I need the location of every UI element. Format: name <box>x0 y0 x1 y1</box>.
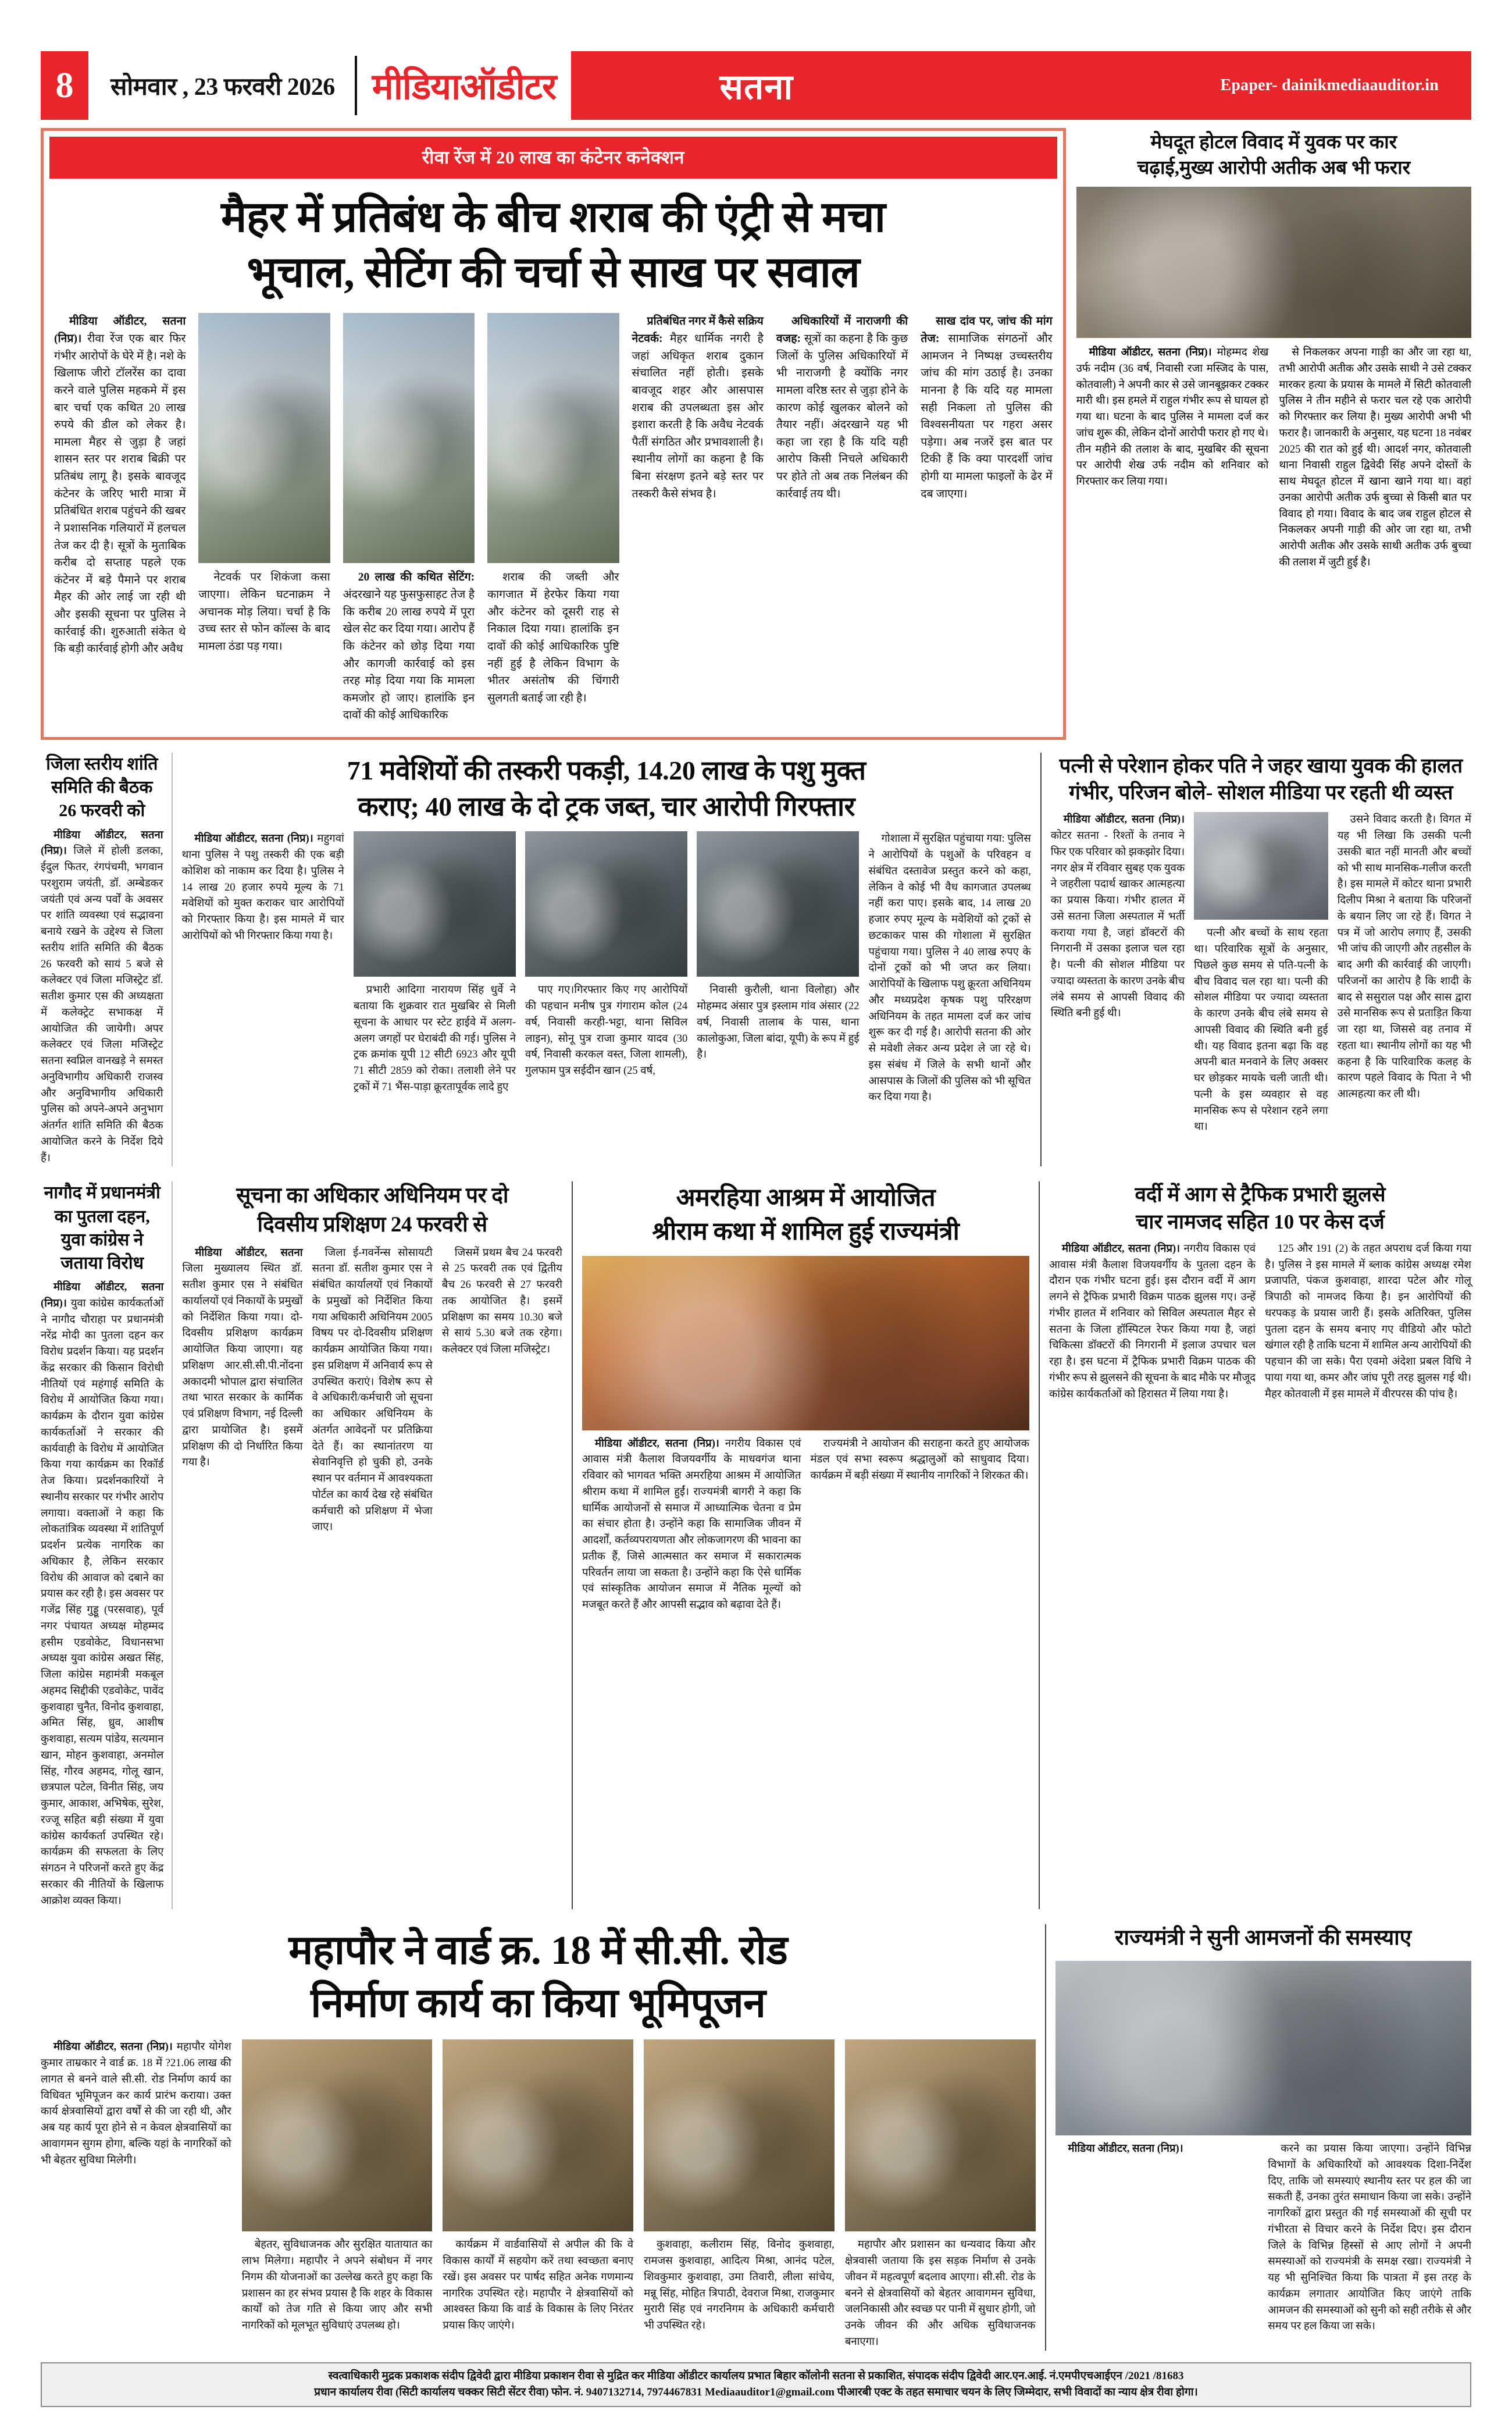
right-top-headline-line1: मेघदूत होटल विवाद में युवक पर कार <box>1150 132 1397 153</box>
katha-col-1 <box>582 1436 801 1614</box>
right-top-col2-text: से निकलकर अपना गाड़ी का और जा रहा था, तभी आरोपी अतीक और उसके साथी ने उसे टक्कर मारकर हत्या के प्रयास के मामले में सिटी कोतवाली पुलिस ने तीन महीने से फरार चल रहे एक आरोपी को गिरफ्तार कर लिया है। मुख्य आरोपी अभी भी फरार है। जानकारी के अनुसार, यह घटना 18 नवंबर 2025 की रात को हुई थी। आदर्श नगर, कोतवाली थाना निवासी राहुल द्विवेदी सिंह अपने दोस्तों के साथ मेघदूत होटल में खाना खाने गया था। वहां उनका आरोपी अतीक उर्फ बुच्चा से किसी बात पर विवाद हो गया। विवाद के बाद जब राहुल होटल से निकलकर अपनी गाड़ी की ओर जा रहा था, तभी आरोपी अतीक और उसके साथी अतीक उर्फ बुच्चा की तलाश में जुटी हुई है। <box>1279 347 1472 568</box>
cattle-col1-text: महुगवां थाना पुलिस ने पशु तस्करी की एक बड़ी कोशिश को नाकाम कर दिया है। पुलिस ने 14 लाख 20 हजार रुपये मूल्य के 71 मवेशियों को मुक्त कराकर चार आरोपियों को गिरफ्तार किया है। इस मामले में चार आरोपियों को भी गिरफ्तार किया गया है। <box>181 833 344 942</box>
lead-headline-line2: भूचाल, सेटिंग की चर्चा से साख पर सवाल <box>247 248 860 297</box>
pm-effigy-byline: मीडिया ऑडीटर, सतना (निप्र)। <box>41 1281 164 1309</box>
poison-byline: मीडिया ऑडीटर, सतना (निप्र)। <box>1063 814 1185 826</box>
right-top-headline-line2: चढ़ाई,मुख्य आरोपी अतीक अब भी फरार <box>1137 157 1411 179</box>
rti-col-1 <box>182 1245 302 1536</box>
mahapaur-col-3 <box>443 2039 633 2350</box>
newspaper-page <box>0 51 1512 2428</box>
katha-col1-text: नगरीय विकास एवं आवास मंत्री कैलाश विजयवर्गीय के माधवगंज थाना रविवार को भागवत भक्ति अमरहिया आश्रम में आयोजित श्रीराम कथा में शामिल हुईं। राज्यमंत्री बागरी ने कहा कि धार्मिक आयोजनों से समाज में आध्यात्मिक चेतना व प्रेम का संचार होता है। उन्होंने कहा कि सामाजिक जीवन में आदर्शों, कर्तव्यपरायणता और लोकजागरण की भावना का प्रतीक हैं, जिसे आत्मसात कर समाज में सकारात्मक परिवर्तन लाया जा सकता है। उन्होंने कहा कि ऐसे धार्मिक एवं सांस्कृतिक आयोजन समाज में नैतिक मूल्यों को मजबूत करते हैं और आपसी सद्भाव को बढ़ावा देते हैं। <box>582 1437 801 1611</box>
lead-kicker: रीवा रेंज में 20 लाख का कंटेनर कनेक्शन <box>49 137 1057 179</box>
shanti-samiti-byline: मीडिया ऑडीटर, सतना (निप्र)। <box>41 829 163 857</box>
mahapaur-photo-c <box>644 2039 835 2231</box>
poison-headline <box>1051 753 1471 806</box>
footer-line-1: स्वत्वाधिकारी मुद्रक प्रकाशक संदीप द्विवेदी द्वारा मीडिया प्रकाशन रीवा से मुद्रित कर मीडिया ऑडीटर कार्यालय प्रभात बिहार कॉलोनी सतना से प्रकाशित, संपादक संदीप द्विवेदी आर.एन.आई. नं.एमपीएचआईएन /2021 /81683 <box>328 2369 1184 2382</box>
mahapaur-col-5 <box>845 2039 1036 2350</box>
pm-effigy-headline: नागौद में प्रधानमंत्री का पुतला दहन, युवा कांग्रेस ने जताया विरोध <box>44 1183 161 1273</box>
mahapaur-headline-line1: महापौर ने वार्ड क्र. 18 में सी.सी. रोड <box>288 1928 788 1974</box>
story-traffic-fire <box>1039 1181 1471 1909</box>
story-katha <box>572 1181 1039 1909</box>
rti-headline <box>182 1181 562 1239</box>
traffic-fire-headline <box>1049 1181 1471 1235</box>
katha-col2-text: राज्यमंत्री ने आयोजन की सराहना करते हुए आयोजक मंडल एवं सभा स्वरूप श्रद्धालुओं को साधुवाद दिया। कार्यक्रम में बड़ी संख्या में स्थानीय नागरिकों ने शिरकत की। <box>810 1437 1029 1482</box>
lead-col-6 <box>776 313 908 725</box>
lead-byline: मीडिया ऑडीटर, सतना (निप्र)। <box>54 315 186 346</box>
masthead-brand-logo: मीडियाऑडीटर <box>372 67 557 107</box>
cattle-byline: मीडिया ऑडीटर, सतना (निप्र)। <box>194 833 313 845</box>
lead-body <box>44 309 1063 737</box>
lead-col1-text: रीवा रेंज एक बार फिर गंभीर आरोपों के घेरे में है। नशे के खिलाफ जीरो टॉलरेंस का दावा करने वाले पुलिस महकमे में इस बार चर्चा एक कथित 20 लाख रुपये की डील को लेकर है। मामला मैहर से जुड़ा है जहां शासन स्तर पर शराब बिक्री पर प्रतिबंध लागू है। इसके बावजूद कंटेनर के जरिए भारी मात्रा में प्रतिबंधित शराब पहुंचने की खबर ने प्रशासनिक गलियारों में हलचल तेज कर दी है। सूत्रों के मुताबिक करीब दो सप्ताह पहले एक कंटेनर में बड़े पैमाने पर शराब मैहर की ओर लाई जा रही थी और इसकी सूचना पर पुलिस ने कार्रवाई की। शुरुआती संकेत थे कि बड़ी कार्रवाई होगी और अवैध <box>54 333 186 656</box>
poison-body <box>1051 812 1471 1135</box>
mahapaur-photo-b <box>443 2039 633 2231</box>
poison-col3-text: उसने विवाद करती है। विगत में यह भी लिखा कि उसकी पत्नी उसकी बात नहीं मानती और बच्चों को भी साथ मानसिक-गलीज करती है। इस मामले में कोटर थाना प्रभारी दिलीप मिश्रा ने बताया कि परिजनों के बयान लिए जा रहे हैं। विगत ने पत्र में जो आरोप लगाए हैं, उसकी भी जांच की जाएगी और तहसील के बाद अगी की कार्रवाई की जाएगी। परिजनों का आरोप है कि शादी के बाद से ससुराल पक्ष और सास द्वारा उसे मानसिक रूप से प्रताड़ित किया जा रहा था, जिससे वह तनाव में रहता था। स्थानीय लोगों का यह भी कहना है कि पारिवारिक कलह के कारण पहले विवाद के पिता ने भी आत्महत्या कर ली थी। <box>1337 814 1471 1101</box>
katha-photo <box>582 1256 1029 1430</box>
traffic-fire-col2-text: 125 और 191 (2) के तहत अपराध दर्ज किया गया है। पुलिस ने इस मामले में ब्लाक कांग्रेस अध्यक्ष रमेश प्रजापति, पंकज कुशवाहा, शारदा पटेल और गोलू त्रिपाठी को नामजद किया है। इन आरोपियों की धरपकड़ के प्रयास जारी हैं। इसके अतिरिक्त, पुलिस पुतला दहन के समय बनाए गए वीडियो और फोटो खंगाल रही है ताकि घटना में शामिल अन्य आरोपियों की पहचान की जा सके। पैरा एवमो अंदेशा प्रबल विधि ने पाया गया था, कमर और जांघ पूरी तरह झुलस गई थी। मैहर कोतवाली में इस मामले में वीरपरस की पांच है। <box>1265 1243 1471 1400</box>
masthead-red-band <box>571 51 1471 120</box>
rti-col1-text: जिला मुख्यालय स्थित डॉ. सतीश कुमार एस ने संबंधित कार्यालयों एवं निकायों के प्रमुखों को निर्देशित किया गया। दो-दिवसीय प्रशिक्षण कार्यक्रम आयोजित किया जाएगा। यह प्रशिक्षण आर.सी.सी.पी.नोंदना अकादमी भोपाल द्वारा संचालित तथा भारत सरकार के कार्मिक एवं प्रशिक्षण विभाग, नई दिल्ली द्वारा प्रायोजित है। इसमें प्रशिक्षण की दो निर्धारित किया गया है। <box>182 1263 303 1469</box>
cattle-col3-text: पाए गए।गिरफ्तार किए गए आरोपियों की पहचान मनीष पुत्र गंगाराम कोल (24 वर्ष, निवासी करही-भट्टा, थाना सिविल लाइन), सोनू पुत्र राजा कुमार यादव (30 वर्ष, निवासी करकल वस्त, जिला शामली), गुलफाम पुत्र सईदीन खान (25 वर्ष, <box>525 984 688 1077</box>
mahapaur-col-4 <box>644 2039 835 2350</box>
cattle-headline <box>182 753 1031 824</box>
rajyamantri-col-2 <box>1268 2141 1471 2335</box>
story-cattle-smuggling <box>173 753 1040 1166</box>
mahapaur-col1-text: महापौर योगेश कुमार ताम्रकार ने वार्ड क्र. 18 में ?21.06 लाख की लागत से बनने वाले सी.सी. रोड निर्माण कार्य का विधिवत भूमिपूजन कर कार्य प्रारंभ कराया। उक्त कार्य क्षेत्रवासियों द्वारा वर्षों से की जा रही थी, और अब यह कार्य पूरा होने से न केवल क्षेत्रवासियों का आवागमन सुगम होगा, बल्कि यहां के नागरिकों को भी बेहतर सुविधा मिलेगी। <box>41 2041 231 2166</box>
lead-col-1 <box>54 313 186 725</box>
right-top-body <box>1076 345 1471 571</box>
cattle-col-4 <box>697 831 859 1106</box>
rti-col2-text: जिला ई-गवर्नेन्स सोसायटी सतना डॉ. सतीश कुमार एस ने संबंधित कार्यालयों एवं निकायों के प्रमुखों को निर्देशित किया गया अधिकारी अधिनियम 2005 विषय पर दो-दिवसीय प्रशिक्षण कार्यक्रम आयोजित किया गया। इस प्रशिक्षण में अनिवार्य रूप से उपस्थित कराएं। विशेष रूप से वे अधिकारी/कर्मचारी जो सूचना का अधिकार अधिनियम के अंतर्गत आवेदनों पर प्रतिक्रिया देते हैं। का स्थानांतरण या सेवानिवृत्ति हो चुकी हो, उनके स्थान पर वर्तमान में आवश्यकता पोर्टल का कार्य देख रहे संबंधित कर्मचारी को प्रशिक्षण में भेजा जाए। <box>312 1247 433 1533</box>
lead-col-2 <box>198 313 330 725</box>
cattle-photo-b <box>525 831 687 977</box>
lead-story <box>41 128 1066 740</box>
right-top-headline <box>1076 128 1471 187</box>
mahapaur-headline-line2: निर्माण कार्य का किया भूमिपूजन <box>311 1981 766 2027</box>
lead-headline <box>44 179 1063 309</box>
rajyamantri-photo <box>1055 1961 1471 2135</box>
lead-col3-subhead: 20 लाख की कथित सेटिंग: <box>358 571 475 584</box>
cattle-headline-line2: कराए; 40 लाख के दो ट्रक जब्त, चार आरोपी गिरफ्तार <box>358 791 855 821</box>
cattle-col-5 <box>868 831 1030 1106</box>
story-poison <box>1040 753 1471 1166</box>
rajyamantri-byline: मीडिया ऑडीटर, सतना (निप्र)। <box>1068 2143 1183 2155</box>
poison-col2-text: पत्नी और बच्चों के साथ रहता था। परिवारिक सूत्रों के अनुसार, पिछले कुछ समय से पति-पत्नी के बीच विवाद चल रहा था। पत्नी की सोशल मीडिया पर ज्यादा व्यस्तता के कारण उनके बीच लंबे समय से आपसी विवाद की स्थिति बनी हुई थी। यह विवाद इतना बढ़ा कि वह अपनी बात मनवाने के लिए अक्सर घर छोड़कर मायके चली जाती थी। पत्नी के इस व्यवहार से वह मानसिक रूप से परेशान रहने लगा था। <box>1194 927 1328 1133</box>
mahapaur-photo-a <box>242 2039 433 2231</box>
lead-col5-text: मैहर धार्मिक नगरी है जहां अधिकृत शराब दुकान संचालित नहीं होती। इसके बावजूद शहर और आसपास शराब की उपलब्धता इस ओर इशारा करती है कि अवैध नेटवर्क पैतीं संगठित और प्रभावशाली है। स्थानीय लोगों का कहना है कि बिना संरक्षण इतने बड़े स्तर पर तस्करी कैसे संभव है। <box>632 333 764 500</box>
top-row <box>41 128 1471 740</box>
rti-headline-line2: दिवसीय प्रशिक्षण 24 फरवरी से <box>257 1212 487 1237</box>
cattle-body <box>182 831 1031 1106</box>
traffic-fire-col1-text: नगरीय विकास एवं आवास मंत्री कैलाश विजयवर्गीय के पुतला दहन के दौरान एक गंभीर घटना हुई। इस दौरान वर्दी में आग लगने से ट्रैफिक प्रभारी विक्रम पाठक झुलस गए। उन्हें गंभीर हालत में शनिवार को सिविल अस्पताल मैहर से सतना के जिला हॉस्पिटल रेफर किया गया है, जहां चिकित्सा डॉक्टरों की निगरानी में इलाज उपचार चल रहा है। इस घटना में ट्रैफिक प्रभारी विक्रम पाठक की गंभीर रूप से झुलसने की सूचना के बाद मौके पर मौजूद कांग्रेस कार्यकर्ताओं को हिरासत में लिया गया है। <box>1049 1243 1256 1400</box>
katha-headline-line1: अमरहिया आश्रम में आयोजित <box>676 1184 936 1212</box>
traffic-fire-headline-line1: वर्दी में आग से ट्रैफिक प्रभारी झुलसे <box>1135 1183 1386 1206</box>
lead-photo-b <box>343 313 475 563</box>
poison-col-3 <box>1338 812 1471 1135</box>
mahapaur-col-2 <box>242 2039 433 2350</box>
right-top-story <box>1076 128 1471 740</box>
second-row <box>41 753 1471 1166</box>
katha-body <box>582 1436 1029 1614</box>
lead-col-5 <box>632 313 764 725</box>
mahapaur-headline <box>41 1924 1036 2030</box>
cattle-col2-text: प्रभारी आदिगा नारायण सिंह धुर्वे ने बताया कि शुक्रवार रात मुखबिर से मिली सूचना के आधार पर स्टेट हाईवे में अलग-अलग जगहों पर घेराबंदी की गई। पुलिस ने ट्रक क्रमांक यूपी 12 सीटी 6923 और यूपी 71 सीटी 2859 को रोका। तलाशी लेने पर ट्रकों में 71 भैंस-पाड़ा क्रूरतापूर्वक लादे हुए <box>353 984 516 1093</box>
rti-col-2 <box>312 1245 433 1536</box>
masthead-city: सतना <box>719 68 794 106</box>
lead-col3-text: अंदरखाने यह फुसफुसाहट तेज है कि करीब 20 लाख रुपये में पूरा खेल सेट कर दिया गया। आरोप हैं कि कंटेनर को छोड़ दिया गया और कागजी कार्रवाई को इस तरह मोड़ दिया गया कि मामला कमजोर हो जाए। हालांकि इन दावों की कोई आधिकारिक <box>343 589 475 722</box>
lead-kicker-wrap <box>44 131 1063 179</box>
lead-col5-subhead: प्रतिबंधित नगर में कैसे सक्रिय नेटवर्क: <box>632 315 764 346</box>
lead-col6-text: सूत्रों का कहना है कि कुछ जिलों के पुलिस अधिकारियों में भी नाराजगी है क्योंकि नगर मामला वरिष्ठ स्तर से जुड़ा होने के कारण कोई खुलकर बोलने को तैयार नहीं। अंदरखाने यह भी कहा जा रहा है कि यदि यही आरोप किसी निचले अधिकारी पर होते तो अब तक निलंबन की कार्रवाई तय थी। <box>776 333 908 500</box>
page-footer <box>41 2362 1471 2407</box>
right-top-photo <box>1076 187 1471 338</box>
poison-col-1 <box>1051 812 1185 1135</box>
masthead-date: सोमवार , 23 फरवरी 2026 <box>110 73 335 101</box>
lead-headline-line1: मैहर में प्रतिबंध के बीच शराब की एंट्री से मचा <box>221 194 886 241</box>
poison-col-2 <box>1194 812 1328 1135</box>
cattle-photo-a <box>354 831 516 977</box>
cattle-col-2 <box>354 831 516 1106</box>
mahapaur-byline: मीडिया ऑडीटर, सतना (निप्र)। <box>54 2041 173 2053</box>
cattle-headline-line1: 71 मवेशियों की तस्करी पकड़ी, 14.20 लाख के पशु मुक्त <box>347 756 866 786</box>
footer-line-2: प्रधान कार्यालय रीवा (सिटी कार्यालय चक्कर सिटी सेंटर रीवा) फोन. नं. 9407132714, 7974467831 Mediaauditor1@gmail.com पीआरबी एक्ट के तहत समाचार चयन के लिए जिम्मेदार, सभी विवादों का न्याय क्षेत्र रीवा होगा। <box>314 2386 1198 2399</box>
lead-col-3 <box>343 313 475 725</box>
traffic-fire-col-1 <box>1049 1241 1256 1403</box>
page-content <box>41 128 1471 2351</box>
traffic-fire-headline-line2: चार नामजद सहित 10 पर केस दर्ज <box>1136 1210 1385 1233</box>
katha-col-2 <box>810 1436 1029 1614</box>
rti-body <box>182 1245 562 1536</box>
third-row <box>41 1181 1471 1909</box>
lead-photo <box>198 313 330 563</box>
rti-col3-text: जिसमें प्रथम बैच 24 फरवरी से 25 फरवरी तक एवं द्वितीय बैच 26 फरवरी से 27 फरवरी तक आयोजित है। इसमें प्रशिक्षण का समय 10.30 बजे से सायं 5.30 बजे तक रहेगा। कलेक्टर एवं जिला मजिस्ट्रेट। <box>441 1247 562 1356</box>
story-mahapaur <box>41 1924 1045 2350</box>
lead-col6-subhead: अधिकारियों में नाराजगी की वजह: <box>776 315 908 346</box>
right-top-col-1 <box>1076 345 1269 571</box>
right-top-col-2 <box>1279 345 1471 571</box>
mahapaur-col-1 <box>41 2039 231 2350</box>
shanti-samiti-text: जिले में होली डलका, ईदुल फितर, रंगपंचमी, भगवान परशुराम जयंती, डॉ. अम्बेडकर जयंती एवं अन्य पर्वों के अवसर पर शांति व्यवस्था एवं सद्भावना बनाये रखने के उद्देश्य से जिला स्तरीय शांति समिति की बैठक 26 फरवरी को सायं 5 बजे से कलेक्टर एवं जिला मजिस्ट्रेट डॉ. सतीश कुमार एस की अध्यक्षता में कलेक्ट्रेट सभाकक्ष में आयोजित की जायेगी। अपर कलेक्टर एवं जिला मजिस्ट्रेट सतना स्वप्निल वानखड़े ने समस्त अनुविभागीय अधिकारी राजस्व और अनुविभागीय अधिकारी पुलिस को अपने-अपने अनुभाग अंतर्गत शांति समिति की बैठक आयोजित करने के निर्देश दिये हैं। <box>41 845 163 1164</box>
katha-headline-line2: श्रीराम कथा में शामिल हुई राज्यमंत्री <box>652 1217 960 1245</box>
poison-photo <box>1194 812 1328 920</box>
lead-col-7 <box>921 313 1052 725</box>
poison-headline-line2: गंभीर, परिजन बोले- सोशल मीडिया पर रहती थी व्यस्त <box>1069 781 1453 804</box>
mahapaur-photo-d <box>845 2039 1036 2231</box>
lead-col2-text: नेटवर्क पर शिकंजा कसा जाएगा। लेकिन घटनाक्रम ने अचानक मोड़ लिया। चर्चा है कि उच्च स्तर से फोन कॉल्स के बाद मामला ठंडा पड़ गया। <box>198 571 330 653</box>
mahapaur-col2-text: बेहतर, सुविधाजनक और सुरक्षित यातायात का लाभ मिलेगा। महापौर ने अपने संबोधन में नगर निगम की योजनाओं का उल्लेख करते हुए कहा कि प्रशासन का हर संभव प्रयास है कि शहर के विकास कार्यों को तेज गति से किया जाए और सभी नागरिकों को मूलभूत सुविधाएं उपलब्ध हो। <box>241 2239 433 2332</box>
katha-byline: मीडिया ऑडीटर, सतना (निप्र)। <box>594 1437 719 1450</box>
lead-col4-text: शराब की जब्ती और कागजात में हेरफेर किया गया और कंटेनर को दूसरी राह से निकाल दिया गया। हालांकि इन दावों की कोई आधिकारिक पुष्टि नहीं हुई है लेकिन विभाग के भीतर असंतोष की चिंगारी सुलगती बताई जा रही है। <box>487 571 619 704</box>
cattle-col5-text: गोशाला में सुरक्षित पहुंचाया गया: पुलिस ने आरोपियों के पशुओं के परिवहन व संबंधित दस्तावेज प्रस्तुत करने को कहा, लेकिन वे कोई भी वैध कागजात उपलब्ध नहीं करा पाए। इसके बाद, 14 लाख 20 हजार रुपए मूल्य के मवेशियों को ट्रकों से छटकाकर पास की गोशाला में सुरक्षित पहुंचाया गया। पुलिस ने 40 लाख रुपए के दोनों ट्रकों को भी जप्त कर लिया। आरोपियों के खिलाफ पशु क्रूरता अधिनियम और मध्यप्रदेश कृषक पशु परिरक्षण अधिनियम के तहत मामला दर्ज कर जांच शुरू कर दी गई है। आरोपी सतना की ओर से मवेशी लेकर अन्य प्रदेश ले जा रहे थे। इस संबंध में जिले के सभी थानों और आसपास के जिलों की पुलिस को भी सूचित कर दिया गया है। <box>868 833 1031 1103</box>
lead-col7-subhead: साख दांव पर, जांच की मांग तेज: <box>921 315 1053 346</box>
traffic-fire-byline: मीडिया ऑडीटर, सतना (निप्र)। <box>1062 1243 1181 1255</box>
story-shanti-samiti <box>41 753 173 1166</box>
traffic-fire-body <box>1049 1241 1471 1403</box>
traffic-fire-col-2 <box>1265 1241 1471 1403</box>
mahapaur-col4-text: कुशवाहा, कलीराम सिंह, विनोद कुशवाहा, रामजस कुशवाहा, आदित्य मिश्रा, आनंद पटेल, शिवकुमार कुशवाहा, उमा तिवारी, लीला सांचेय, मन्नू सिंह, मोहित त्रिपाठी, देवराज मिश्रा, राजकुमार मुरारी सिंह एवं नगरनिगम के अधिकारी कर्मचारी भी उपस्थित रहे। <box>644 2239 835 2332</box>
mahapaur-col5-text: महापौर और प्रशासन का धन्यवाद किया और क्षेत्रवासी जताया कि इस सड़क निर्माण से उनके जीवन में महत्वपूर्ण बदलाव आएगा। सी.सी. रोड के बनने से क्षेत्रवासियों को बेहतर आवागमन सुविधा, जलनिकासी और स्वच्छ पर पानी में सुधार होगी, जो उनके जीवन की और अधिक सुविधाजनक बनाएगा। <box>844 2239 1036 2348</box>
page-number-badge: 8 <box>41 51 88 120</box>
rajyamantri-col-1 <box>1055 2141 1259 2335</box>
cattle-col4-text: निवासी कुरौली, थाना विलोहा) और मोहम्मद अंसार पुत्र इस्लाम गांव अंसार (22 वर्ष, निवासी तालाब के पास, थाना कालोकुआ, जिला बांदा, यूपी) के रूप में हुई है। <box>697 984 860 1061</box>
rajyamantri-body <box>1055 2141 1471 2335</box>
masthead <box>41 51 1471 120</box>
shanti-samiti-headline: जिला स्तरीय शांति समिति की बैठक 26 फरवरी को <box>46 754 158 821</box>
cattle-photo-c <box>697 831 859 977</box>
right-top-byline: मीडिया ऑडीटर, सतना (निप्र)। <box>1089 347 1212 359</box>
lead-col-4 <box>487 313 619 725</box>
shanti-samiti-body <box>41 828 163 1167</box>
story-pm-effigy <box>41 1181 173 1909</box>
rti-headline-line1: सूचना का अधिकार अधिनियम पर दो <box>236 1184 509 1208</box>
masthead-epaper-url: Epaper- dainikmediaauditor.in <box>1220 76 1439 94</box>
rti-byline: मीडिया ऑडीटर, सतना <box>195 1247 303 1259</box>
story-rti <box>173 1181 572 1909</box>
cattle-col-1 <box>182 831 344 1106</box>
lead-col7-text: सामाजिक संगठनों और आमजन ने निष्पक्ष उच्चस्तरीय जांच की मांग उठाई है। उनका मानना है कि यदि यह मामला सही निकला तो पुलिस की विश्वसनीयता पर गहरा असर पड़ेगा। अब नजरें इस बात पर टिकी हैं कि क्या पारदर्शी जांच होगी या मामला फाइलों के ढेर में दब जाएगा। <box>921 333 1053 500</box>
fourth-row <box>41 1924 1471 2350</box>
rti-col-3 <box>442 1245 562 1536</box>
right-top-col1-text: मोहम्मद शेख उर्फ नदीम (36 वर्ष, निवासी रजा मस्जिद के पास, कोतवाली) ने अपनी कार से उसे जानबूझकर टक्कर मारी थी। इस हमले में राहुल गंभीर रूप से घायल हो गया था। घटना के बाद पुलिस ने मामला दर्ज कर जांच शुरू की, लेकिन दोनों आरोपी फरार हो गए थे। तीन महीने की तलाश के बाद, मुखबिर की सूचना पर आरोपी शेख उर्फ नदीम को शनिवार को गिरफ्तार कर लिया गया। <box>1076 347 1269 488</box>
katha-headline <box>582 1181 1029 1248</box>
mahapaur-body <box>41 2039 1036 2350</box>
poison-col1-text: कोटर सतना - रिश्तों के तनाव ने फिर एक परिवार को झकझोर दिया। नगर क्षेत्र में रविवार सुबह एक युवक ने जहरीला पदार्थ खाकर आत्महत्या का प्रयास किया। गंभीर हालत में उसे सतना जिला अस्पताल में भर्ती कराया गया है, जहां डॉक्टरों की निगरानी में उसका इलाज चल रहा है। पत्नी की सोशल मीडिया पर ज्यादा व्यस्तता के कारण उनके बीच लंबे समय से आपसी विवाद की स्थिति बनी हुई थी। <box>1050 830 1185 1020</box>
rajyamantri-headline: राज्यमंत्री ने सुनी आमजनों की समस्याए <box>1115 1926 1412 1950</box>
poison-headline-line1: पत्नी से परेशान होकर पति ने जहर खाया युवक की हालत <box>1059 754 1463 778</box>
lead-photo-c <box>487 313 619 563</box>
rajyamantri-text: करने का प्रयास किया जाएगा। उन्होंने विभिन्न विभागों के अधिकारियों को आवश्यक दिशा-निर्देश दिए, ताकि जो समस्याएं स्थानीय स्तर पर हल की जा सकती हैं, उनका तुरंत समाधान किया जा सके। उन्होंने नागरिकों द्वारा प्रस्तुत की गई समस्याओं की सूची पर गंभीरता से विचार करने के निर्देश दिए। इस दौरान जिले के विभिन्न हिस्सों से आए लोगों ने अपनी समस्याओं को राज्यमंत्री के समक्ष रखा। राज्यमंत्री ने यह भी सुनिश्चित किया कि पात्रता में इस तरह के कार्यक्रम लगातार आयोजित किए जाएंगे ताकि आमजन की समस्याओं को सुनी को सही तरीके से और समय पर हल किया जा सके। <box>1268 2143 1472 2333</box>
story-rajyamantri <box>1045 1924 1471 2350</box>
pm-effigy-body: मीडिया ऑडीटर, सतना (निप्र)। युवा कांग्रेस कार्यकर्ताओं ने नागौद चौराहा पर प्रधानमंत्री नरेंद्र मोदी का पुतला दहन कर विरोध प्रदर्शन किया। यह प्रदर्शन केंद्र सरकार की किसान विरोधी नीतियों एवं महंगाई समिति के विरोध में आयोजित किया गया। कार्यक्रम के दौरान युवा कांग्रेस कार्यकर्ताओं ने सरकार की कार्यवाही के विरोध में आयोजित किया गया कार्यक्रम का रिकॉर्ड तेज किया। प्रदर्शनकारियों ने स्थानीय सरकार पर गंभीर आरोप लगाया। वक्ताओं ने कहा कि लोकतांत्रिक व्यवस्था में शांतिपूर्ण प्रदर्शन प्रत्येक नागरिक का अधिकार है, लेकिन सरकार विरोध की आवाज को दबाने का प्रयास कर रही है। इस अवसर पर गजेंद्र सिंह गुड्डू (परसवाह), पूर्व नगर पंचायत अध्यक्ष मोहम्मद हसीम एडवोकेट, विधानसभा अध्यक्ष युवा कांग्रेस अखत सिंह, जिला कांग्रेस महामंत्री मकबूल अहमद सिद्दीकी एडवोकेट, पावेंद कुशवाहा चुनैत, विनोद कुशवाहा, अमित सिंह, ध्रुव, आशीष कुशवाहा, सत्यम पांडेय, सत्यमान खान, मोहन कुशवाहा, अनमोल सिंह, गौरव अहमद, गोलू खान, छत्रपाल पटेल, विनीत सिंह, जय कुमार, आकाश, अभिषेक, सुरेश, रज्जू सहित बड़ी संख्या में युवा कांग्रेस कार्यकर्ता उपस्थित रहे। कार्यक्रम की सफलता के लिए संगठन ने परिजनों करते हुए केंद्र सरकार की नीतियों के खिलाफ आक्रोश व्यक्त किया। <box>41 1281 164 1907</box>
cattle-col-3 <box>525 831 687 1106</box>
mahapaur-col3-text: कार्यक्रम में वार्डवासियों से अपील की कि वे विकास कार्यों में सहयोग करें तथा स्वच्छता बनाए रखें। इस अवसर पर पार्षद सहित अनेक गणमान्य नागरिक उपस्थित रहे। महापौर ने क्षेत्रवासियों को आश्वस्त किया कि वार्ड के विकास के लिए निरंतर प्रयास किए जाएंगे। <box>443 2239 634 2332</box>
